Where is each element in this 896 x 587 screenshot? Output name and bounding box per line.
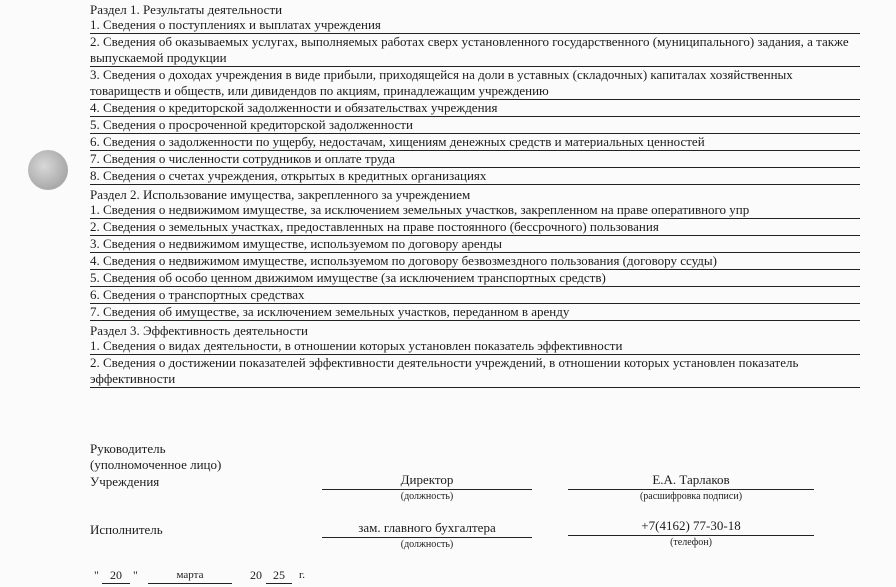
executor-label: Исполнитель <box>90 522 163 537</box>
date-open-quote: " <box>94 568 99 582</box>
date-year-suffix: 25 <box>273 568 285 582</box>
section-2-item-1: 1. Сведения о недвижимом имуществе, за исключением земельных участков, закрепленном на праве оперативного упр <box>90 202 860 219</box>
section-1-item-2: 2. Сведения об оказываемых услугах, выполняемых работах сверх установленного государственного (муниципального) задания, а также выпускаемой продукции <box>90 34 860 67</box>
executor-phone-underline <box>568 535 814 536</box>
section-2-item-2: 2. Сведения о земельных участках, предоставленных на праве постоянного (бессрочного) пользования <box>90 219 860 236</box>
executor-phone: +7(4162) 77-30-18 <box>641 518 741 533</box>
section-2-item-3: 3. Сведения о недвижимом имуществе, используемом по договору аренды <box>90 236 860 253</box>
head-name: Е.А. Тарлаков <box>652 472 730 487</box>
section-1-item-6: 6. Сведения о задолженности по ущербу, недостачам, хищениям денежных средств и материальных ценностей <box>90 134 860 151</box>
head-label-line-3: Учреждения <box>90 474 160 489</box>
executor-position-underline <box>322 537 532 538</box>
head-label-line-2: (уполномоченное лицо) <box>90 457 222 472</box>
punch-hole <box>28 150 68 190</box>
section-3-item-2: 2. Сведения о достижении показателей эффективности деятельности учреждений, в отношении которых установлен показатель эффективности <box>90 355 860 388</box>
section-1-item-7: 7. Сведения о численности сотрудников и оплате труда <box>90 151 860 168</box>
section-2-item-7: 7. Сведения об имуществе, за исключением земельных участков, переданном в аренду <box>90 304 860 321</box>
signature-block <box>90 441 870 587</box>
date-year-underline <box>266 583 292 584</box>
date-day: 20 <box>110 568 122 582</box>
section-1-item-1: 1. Сведения о поступлениях и выплатах учреждения <box>90 17 860 34</box>
section-2-item-6: 6. Сведения о транспортных средствах <box>90 287 860 304</box>
report-sections <box>90 2 860 388</box>
head-label-line-1: Руководитель <box>90 441 166 456</box>
head-position-caption: (должность) <box>400 491 454 502</box>
section-2-item-4: 4. Сведения о недвижимом имуществе, используемом по договору безвозмездного пользования (договору ссуды) <box>90 253 860 270</box>
section-1-item-3: 3. Сведения о доходах учреждения в виде прибыли, приходящейся на доли в уставных (складочных) капиталах хозяйственных товариществ и обществ, или дивидендов по акциям, принадлежащим учреждению <box>90 67 860 100</box>
date-month: марта <box>176 569 204 581</box>
executor-phone-caption: (телефон) <box>670 537 712 548</box>
date-year-prefix: 20 <box>250 568 262 582</box>
section-3-item-1: 1. Сведения о видах деятельности, в отношении которых установлен показатель эффективности <box>90 338 860 355</box>
head-name-caption: (расшифровка подписи) <box>639 491 743 502</box>
executor-position: зам. главного бухгалтера <box>358 520 496 535</box>
head-position-underline <box>322 489 532 490</box>
date-month-underline <box>148 583 232 584</box>
head-position: Директор <box>400 472 454 487</box>
date-close-quote: " <box>133 568 138 582</box>
section-1-item-5: 5. Сведения о просроченной кредиторской задолженности <box>90 117 860 134</box>
section-1-title: Раздел 1. Результаты деятельности <box>90 2 283 17</box>
head-name-underline <box>568 489 814 490</box>
date-year-abbr: г. <box>299 569 306 581</box>
executor-position-caption: (должность) <box>400 539 454 550</box>
section-2-title: Раздел 2. Использование имущества, закрепленного за учреждением <box>90 187 471 202</box>
section-1-item-8: 8. Сведения о счетах учреждения, открытых в кредитных организациях <box>90 168 860 185</box>
section-1-item-4: 4. Сведения о кредиторской задолженности и обязательствах учреждения <box>90 100 860 117</box>
section-2-item-5: 5. Сведения об особо ценном движимом имуществе (за исключением транспортных средств) <box>90 270 860 287</box>
date-day-underline <box>102 583 130 584</box>
section-3-title: Раздел 3. Эффективность деятельности <box>90 323 308 338</box>
